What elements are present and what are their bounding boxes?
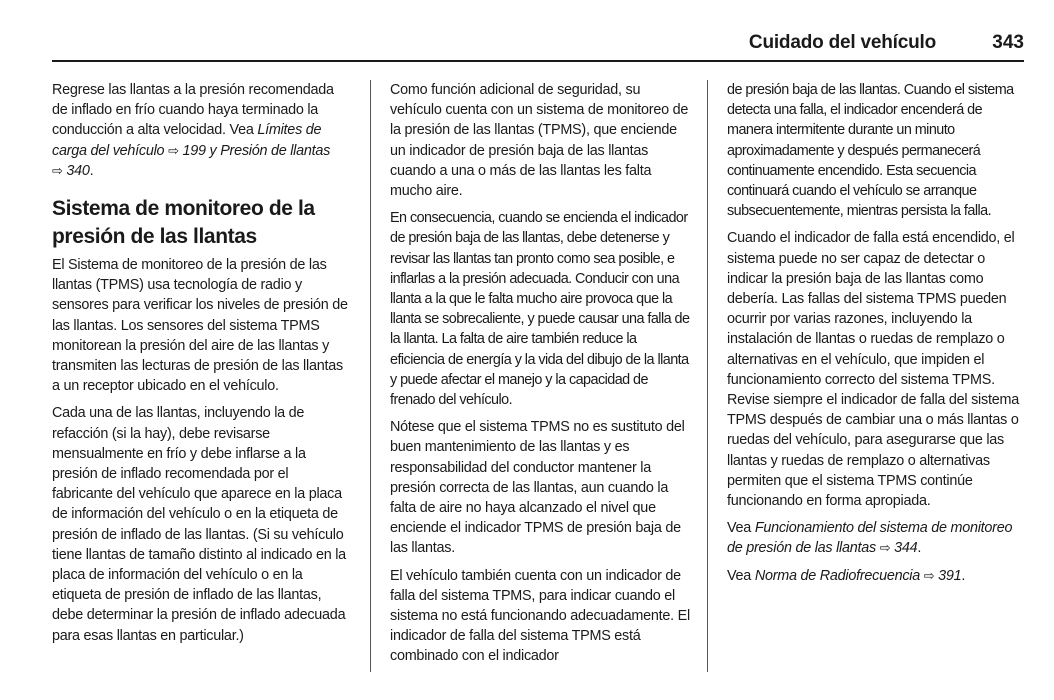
section-title: Cuidado del vehículo <box>748 32 936 53</box>
text: y <box>205 142 221 159</box>
paragraph: Nótese que el sistema TPMS no es sustituto del buen mantenimiento de las llantas y es responsabilidad del conductor mantener la presión correcta de las llantas, aun cuando la falta de aire no haya alcanzado el nivel que enciende el indicador TPMS de presión baja de las llantas. <box>390 419 685 557</box>
text: . <box>961 567 966 584</box>
column-divider <box>707 80 708 672</box>
page-reference-arrow-icon: ⇨ <box>923 567 935 583</box>
page-reference-arrow-icon: ⇨ <box>52 162 63 178</box>
text: Vea <box>727 520 755 537</box>
text-column-2 <box>390 80 690 674</box>
text-column-1 <box>52 80 350 653</box>
section-heading: Sistema de monitoreo de la presión de las llantas <box>52 197 315 249</box>
reference-page-number: 340 <box>66 162 90 179</box>
cross-reference-link[interactable]: Presión de llantas <box>220 142 331 159</box>
text: . <box>917 540 922 557</box>
paragraph: Como función adicional de seguridad, su vehículo cuenta con un sistema de monitoreo de la presión de las llantas (TPMS), que enciende un indicador de presión baja de las llantas cuando a una o más de las llantas les falta mucho aire. <box>390 82 689 200</box>
cross-reference-link[interactable]: Funcionamiento del sistema de monitoreo de presión de las llantas <box>727 520 1013 557</box>
text: . <box>89 162 94 179</box>
paragraph: Cuando el indicador de falla está encendido, el sistema puede no ser capaz de detectar o indicar la presión baja de las llantas como debería. Las fallas del sistema TPMS pueden ocurrir por varias razones, incluyendo la instalación de llantas o ruedas de remplazo o alternativas en el vehículo, que impiden el funcionamiento correcto del sistema TPMS. Revise siempre el indicador de falla del sistema TPMS después de cambiar una o más llantas o ruedas del vehículo, para asegurarse que las llantas y ruedas de remplazo o alternativas permiten que el sistema TPMS continúe funcionando en forma apropiada. <box>727 230 1019 510</box>
paragraph <box>727 518 1027 558</box>
page-reference-arrow-icon: ⇨ <box>879 540 891 556</box>
paragraph: En consecuencia, cuando se encienda el indicador de presión baja de las llantas, debe detenerse y revisar las llantas tan pronto como sea posible, e inflarlas a la presión adecuada. Conducir con una llanta a la que le falta mucho aire provoca que la llanta se sobrecaliente, y puede causar una falla de la llanta. La falta de aire también reduce la eficiencia de energía y la vida del dibujo de la llanta y puede afectar el manejo y la capacidad de frenado del vehículo. <box>390 210 690 409</box>
paragraph: Cada una de las llantas, incluyendo la de refacción (si la hay), debe revisarse mensualmente en frío y debe inflarse a la presión de inflado recomendada por el fabricante del vehículo que aparece en la placa de información del vehículo o en la etiqueta de presión de inflado de las llantas. (Si su vehículo tiene llantas de tamaño distinto al indicado en la placa de información del vehículo o en la etiqueta de presión de inflado de las llantas, debe determinar la presión de inflado adecuada para esas llantas en particular.) <box>52 405 346 644</box>
reference-page-number: 344 <box>894 540 918 557</box>
paragraph: El Sistema de monitoreo de la presión de las llantas (TPMS) usa tecnología de radio y sensores para verificar los niveles de presión de las llantas. Los sensores del sistema TPMS monitorean la presión del aire de las llantas y transmiten las lecturas de presión de las llantas a un receptor ubicado en el vehículo. <box>52 257 348 395</box>
page-header <box>52 32 1024 60</box>
paragraph: El vehículo también cuenta con un indicador de falla del sistema TPMS, para indicar cuando el sistema no está funcionando adecuadamente. El indicador de falla del sistema TPMS está combinado con el indicador <box>390 567 690 665</box>
text-column-3 <box>727 80 1027 593</box>
column-divider <box>370 80 371 672</box>
text: Regrese las llantas a la presión recomendada de inflado en frío cuando haya terminado la conducción a alta velocidad. Vea <box>52 82 334 139</box>
reference-page-number: 199 <box>182 142 206 159</box>
cross-reference-link[interactable]: Norma de Radiofrecuencia <box>754 567 920 584</box>
paragraph <box>52 80 350 181</box>
page-number: 343 <box>992 32 1024 53</box>
reference-page-number: 391 <box>938 567 962 584</box>
paragraph <box>727 566 1027 586</box>
paragraph: de presión baja de las llantas. Cuando el sistema detecta una falla, el indicador encenderá de manera intermitente durante un minuto aproximadamente y después permanecerá continuamente encendido. Esta secuencia continuará cuando el vehículo se arranque subsecuentemente, mientras persista la falla. <box>727 82 1014 220</box>
text: Vea <box>727 567 755 584</box>
header-rule <box>52 60 1024 62</box>
cross-reference-link[interactable]: Límites de carga del vehículo <box>52 122 322 159</box>
page-reference-arrow-icon: ⇨ <box>168 142 179 158</box>
